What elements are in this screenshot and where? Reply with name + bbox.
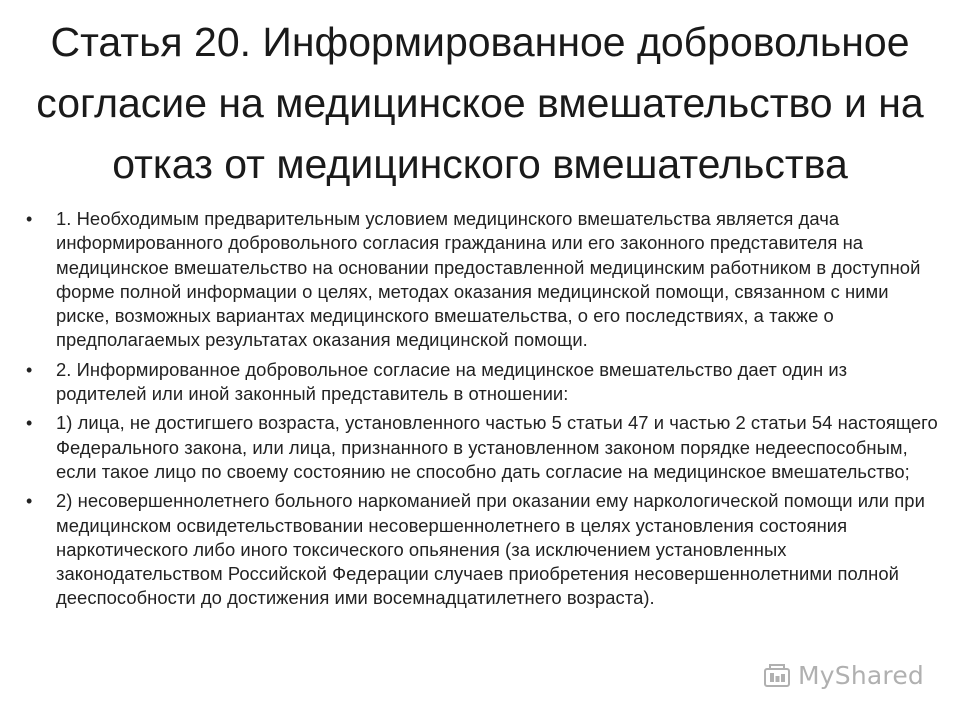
- bullet-dot: •: [26, 209, 33, 229]
- article-title: Статья 20. Информированное добровольное согласие на медицинское вмешательство и на отказ от медицинского вмешательства: [36, 19, 924, 187]
- bullet-dot: •: [26, 413, 33, 434]
- bullet-text: 1) лица, не достигшего возраста, установленного частью 5 статьи 47 и частью 2 статьи 54 настоящего Федерального закона, или лица, признанного в установленном законом порядке недееспособным, если такое лицо по своему состоянию не способно дать согласие на медицинское вмешательство;: [56, 412, 938, 482]
- article-bullets: [26, 207, 940, 616]
- watermark: [762, 660, 924, 690]
- bullet-item: [26, 207, 940, 353]
- bullet-item: [26, 489, 940, 610]
- bullet-item: [26, 358, 940, 407]
- bullet-text: 2) несовершеннолетнего больного наркоманией при оказании ему наркологической помощи или при медицинском освидетельствовании несовершеннолетнего в целях установления состояния наркотического либо иного токсического опьянения (за исключением установленных законодательством Российской Федерации случаев приобретения несовершеннолетними полной дееспособности до достижения ими восемнадцатилетнего возраста).: [56, 490, 925, 609]
- bullet-text: 2. Информированное добровольное согласие на медицинское вмешательство дает один из родителей или иной законный представитель в отношении:: [56, 358, 848, 405]
- myshared-logo-icon: [762, 660, 792, 690]
- bullet-text: 1. Необходимым предварительным условием медицинского вмешательства является дача информированного добровольного согласия гражданина или его законного представителя на медицинское вмешательство на основании предоставленной медицинским работником в доступной форме полной информации о целях, методах оказания медицинской помощи, связанном с ними риске, возможных вариантах медицинского вмешательства, о его последствиях, а также о предполагаемых результатах оказания медицинской помощи.: [56, 208, 921, 351]
- bullet-dot: •: [26, 491, 33, 512]
- bullet-item: [26, 411, 940, 484]
- watermark-text: MyShared: [798, 660, 924, 690]
- bullet-dot: •: [26, 359, 33, 380]
